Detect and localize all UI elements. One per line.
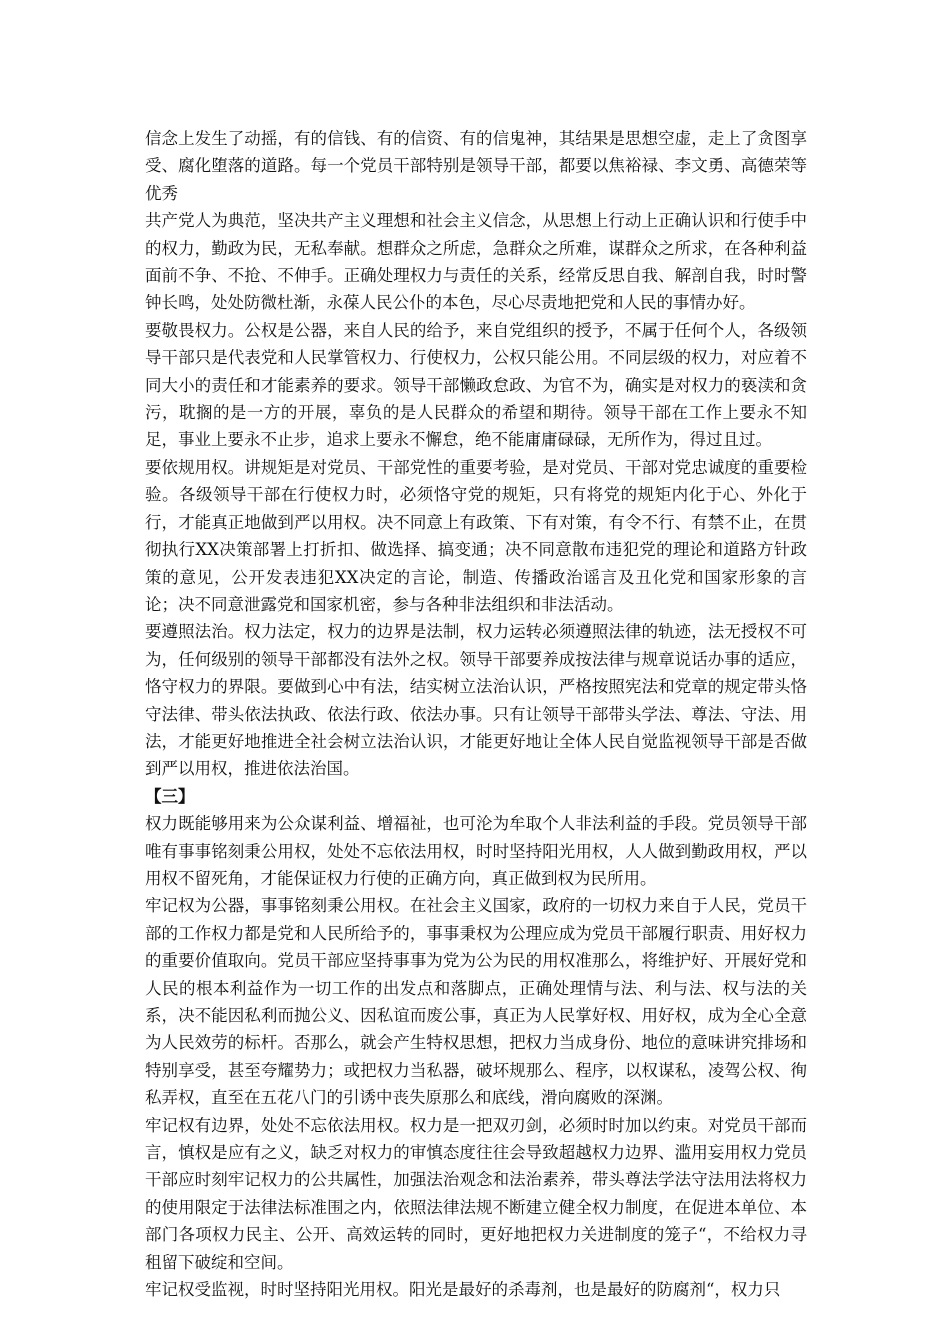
paragraph: 要依规用权。讲规矩是对党员、干部党性的重要考验，是对党员、干部对党忠诚度的重要检验。各级领导干部在行使权力时，必须恪守党的规矩，只有将党的规矩内化于心、外化于行，才能真正地做到严以用权。决不同意上有政策、下有对策，有令不行、有禁不止，在贯彻执行XX决策部署上打折扣、做选择、搞变通；决不同意散布违犯党的理论和道路方针政策的意见，公开发表违犯XX决定的言论，制造、传播政治谣言及丑化党和国家形象的言论；决不同意泄露党和国家机密，参与各种非法组织和非法活动。: [145, 457, 807, 614]
paragraph: 共产党人为典范，坚决共产主义理想和社会主义信念，从思想上行动上正确认识和行使手中的权力，勤政为民，无私奉献。想群众之所虑，急群众之所难，谋群众之所求，在各种利益面前不争、不抢、不伸手。正确处理权力与责任的关系，经常反思自我、解剖自我，时时警钟长鸣，处处防微杜渐，永葆人民公仆的本色，尽心尽责地把党和人民的事情办好。: [145, 211, 807, 313]
paragraph: 要遵照法治。权力法定，权力的边界是法制，权力运转必须遵照法律的轨迹，法无授权不可为，任何级别的领导干部都没有法外之权。领导干部要养成按法律与规章说话办事的适应，恪守权力的界限。要做到心中有法，结实树立法治认识，严格按照宪法和党章的规定带头恪守法律、带头依法执政、依法行政、依法办事。只有让领导干部带头学法、尊法、守法、用法，才能更好地推进全社会树立法治认识，才能更好地让全体人民自觉监视领导干部是否做到严以用权，推进依法治国。: [145, 622, 807, 779]
paragraph: 要敬畏权力。公权是公器，来自人民的给予，来自党组织的授予，不属于任何个人，各级领导干部只是代表党和人民掌管权力、行使权力，公权只能公用。不同层级的权力，对应着不同大小的责任和才能素养的要求。领导干部懒政怠政、为官不为，确实是对权力的亵渎和贪污，耽搁的是一方的开展，辜负的是人民群众的希望和期待。领导干部在工作上要永不知足，事业上要永不止步，追求上要永不懈怠，绝不能庸庸碌碌，无所作为，得过且过。: [145, 320, 807, 450]
document-page: [145, 125, 807, 1303]
section-heading: 【三】: [145, 786, 195, 806]
paragraph: 牢记权为公器，事事铭刻秉公用权。在社会主义国家，政府的一切权力来自于人民，党员干部的工作权力都是党和人民所给予的，事事秉权为公理应成为党员干部履行职责、用好权力的重要价值取向。党员干部应坚持事事为党为公为民的用权准那么，将维护好、开展好党和人民的根本利益作为一切工作的出发点和落脚点，正确处理情与法、利与法、权与法的关系，决不能因私利而抛公义、因私谊而废公事，真正为人民掌好权、用好权，成为全心全意为人民效劳的标杆。否那么，就会产生特权思想，把权力当成身份、地位的意味讲究排场和特别享受，甚至夸耀势力；或把权力当私器，破坏规那么、程序，以权谋私，凌驾公权、徇私弄权，直至在五花八门的引诱中丧失原那么和底线，滑向腐败的深渊。: [145, 896, 807, 1108]
paragraph: 牢记权受监视，时时坚持阳光用权。阳光是最好的杀毒剂，也是最好的防腐剂“，权力只: [145, 1280, 781, 1300]
paragraph: 权力既能够用来为公众谋利益、增福祉，也可沦为牟取个人非法利益的手段。党员领导干部唯有事事铭刻秉公用权，处处不忘依法用权，时时坚持阳光用权，人人做到勤政用权，严以用权不留死角，才能保证权力行使的正确方向，真正做到权为民所用。: [145, 814, 807, 888]
paragraph: 信念上发生了动摇，有的信钱、有的信资、有的信鬼神，其结果是思想空虚，走上了贪图享受、腐化堕落的道路。每一个党员干部特别是领导干部，都要以焦裕禄、李文勇、高德荣等优秀: [145, 129, 807, 203]
paragraph: 牢记权有边界，处处不忘依法用权。权力是一把双刃剑，必须时时加以约束。对党员干部而言，慎权是应有之义，缺乏对权力的审慎态度往往会导致超越权力边界、滥用妄用权力党员干部应时刻牢记权力的公共属性，加强法治观念和法治素养，带头尊法学法守法用法将权力的使用限定于法律法标准围之内，依照法律法规不断建立健全权力制度，在促进本单位、本部门各项权力民主、公开、高效运转的同时，更好地把权力关进制度的笼子“，不给权力寻租留下破绽和空间。: [145, 1115, 807, 1272]
